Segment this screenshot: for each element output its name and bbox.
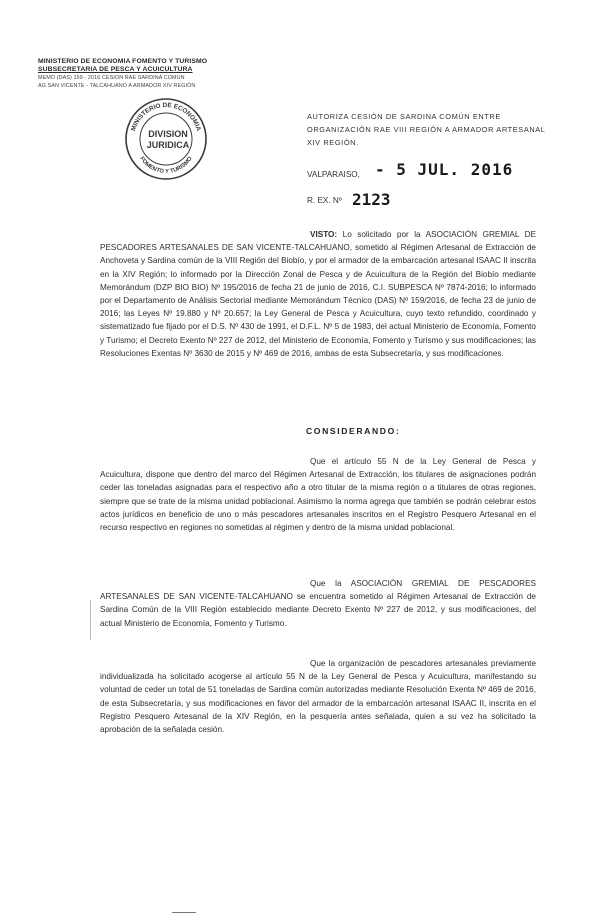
rex-label: R. EX. Nº [307, 196, 342, 205]
date-stamp: - 5 JUL. 2016 [375, 160, 514, 179]
considerando-paragraph-2 [100, 577, 536, 630]
footer-rule [172, 912, 196, 913]
place-label: VALPARAISO, [307, 170, 360, 179]
stamp-center-line1: DIVISION [148, 129, 188, 139]
reference-line: MEMO (DAS) 159 - 2016 CESION RAE SARDINA COMUN [38, 75, 185, 81]
division-juridica-stamp [122, 93, 210, 181]
paragraph-text: Que la ASOCIACIÓN GREMIAL DE PESCADORES ARTESANALES DE SAN VICENTE-TALCAHUANO se encuentra sometido al Régimen Artesanal de Extracción de Sardina Común de la VIII Región establecido mediante Decreto Exento Nº 227 de 2012, y sus modificaciones, del actual Ministerio de Economía, Fomento y Turismo. [100, 579, 536, 628]
rex-number: 2123 [352, 190, 391, 209]
considerando-heading: CONSIDERANDO: [306, 426, 401, 436]
considerando-paragraph-1 [100, 455, 536, 534]
stamp-center-line2: JURIDICA [146, 140, 190, 150]
visto-lead: VISTO: [310, 230, 338, 239]
stamp-bottom-text: FOMENTO Y TURISMO [138, 155, 194, 176]
ministry-name: MINISTERIO DE ECONOMIA FOMENTO Y TURISMO [38, 58, 208, 65]
margin-scan-mark [90, 600, 91, 640]
svg-text:MINISTERIO DE ECONOMIA [130, 102, 202, 132]
visto-paragraph [100, 228, 536, 360]
subsecretaria-name: SUBSECRETARIA DE PESCA Y ACUICULTURA [38, 66, 193, 73]
paragraph-text: Que la organización de pescadores artesanales previamente individualizada ha solicitado acogerse al artículo 55 N de la Ley General de Pesca y Acuicultura, manifestando su voluntad de ceder un total de 51 toneladas de Sardina común autorizadas mediante Resolución Exenta Nº 469 de 2016, de esta Subsecretaría, y sus modificaciones en favor del armador de la embarcación artesanal ISAAC II, inscrita en el Registro Pesquero Artesanal de la XIV Región, en la pesquería antes señalada, quien a su vez ha solicitado la aprobación de la señalada cesión. [100, 659, 536, 735]
paragraph-text: Que el artículo 55 N de la Ley General de Pesca y Acuicultura, dispone que dentro del marco del Régimen Artesanal de Extracción, los titulares de asignaciones podrán ceder las toneladas asignadas para el respectivo año a otro titular de la misma región o a titulares de otras regiones, siempre que se trate de la misma unidad poblacional. Asimismo la norma agrega que también se podrán celebrar estos actos jurídicos en beneficio de uno o más pescadores artesanales inscritos en el Registro Pesquero Artesanal en el recurso respectivo en regiones no sometidas al régimen y dentro de la misma unidad poblacional. [100, 457, 536, 533]
reference-line: AG SAN VICENTE - TALCAHUANO A ARMADOR XIV REGIÓN [38, 83, 196, 89]
considerando-paragraph-3 [100, 657, 536, 736]
visto-text: Lo solicitado por la ASOCIACIÓN GREMIAL DE PESCADORES ARTESANALES DE SAN VICENTE-TALCAHUANO, sometido al Régimen Artesanal de Extracción de Anchoveta y Sardina común de la VIII Región del Biobío, y por el armador de la embarcación artesanal ISAAC II inscrita en la XIV Región; lo informado por la Dirección Zonal de Pesca y de Acuicultura de la Región del Biobío mediante Memorándum (DZP BIO BIO) Nº 195/2016 de fecha 21 de junio de 2016, C.I. SUBPESCA Nº 7874-2016; lo informado por el Departamento de Análisis Sectorial mediante Memorándum Técnico (DAS) Nº 159/2016, de fecha 23 de junio de 2016; las Leyes Nº 19.880 y Nº 20.657; la Ley General de Pesca y Acuicultura, cuyo texto refundido, coordinado y sistematizado fue fijado por el D.S. Nº 430 de 1991, el D.F.L. Nº 5 de 1983, del actual Ministerio de Economía, Fomento y Turismo; el Decreto Exento Nº 227 de 2012, del Ministerio de Economía, Fomento y Turismo y sus modificaciones; las Resoluciones Exentas Nº 3630 de 2015 y Nº 469 de 2016, ambas de esta Subsecretaría, y sus modificaciones. [100, 230, 536, 358]
stamp-seal-icon [122, 93, 210, 181]
resolution-subject: AUTORIZA CESIÓN DE SARDINA COMÚN ENTRE ORGANIZACIÓN RAE VIII REGIÓN A ARMADOR ARTESANAL XIV REGIÓN. [307, 112, 546, 147]
stamp-top-text: MINISTERIO DE ECONOMIA [130, 101, 202, 133]
letterhead [38, 58, 278, 90]
